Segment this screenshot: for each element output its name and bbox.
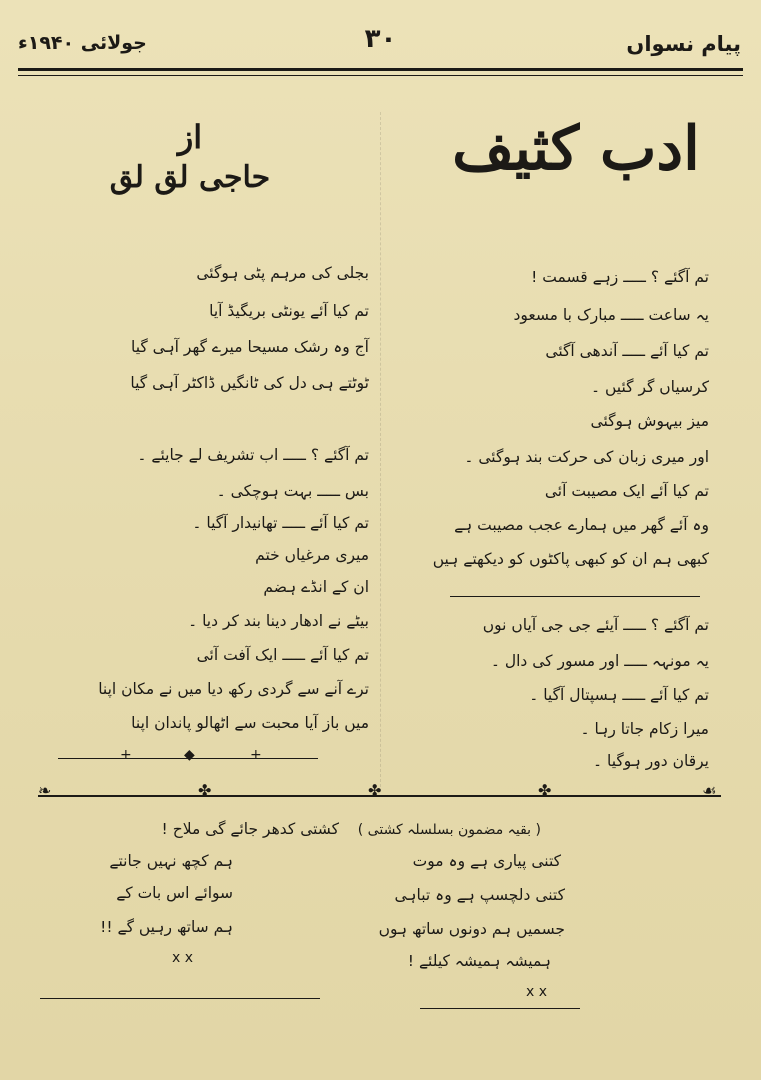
- poem-line: کبھی ہم ان کو کبھی پاکٹوں کو دیکھتے ہیں: [432, 550, 709, 568]
- poem-line: اور میری زبان کی حرکت بند ہوگئی ۔: [464, 448, 709, 466]
- end-marks: x x: [526, 984, 548, 1000]
- flourish-ornament-icon: ✤: [198, 781, 212, 800]
- poem-line: تم کیا آئے ـــــ ایک آفت آئی: [196, 646, 369, 664]
- scroll-ornament-icon: ❧: [38, 781, 52, 800]
- poem-line: میرا زکام جاتا رہا ۔: [580, 720, 709, 738]
- end-rule: [40, 998, 320, 999]
- column-divider: [380, 112, 381, 792]
- poem-line: بیٹے نے ادھار دینا بند کر دیا ۔: [188, 612, 369, 630]
- poem-line: تم کیا آئے ـــــ آندھی آگئی: [545, 342, 709, 360]
- magazine-name: پیام نسواں: [626, 32, 741, 56]
- verse-line: ٹوٹتے ہی دل کی ٹانگیں ڈاکٹر آہی گیا: [130, 374, 369, 392]
- page-header: [14, 20, 747, 66]
- title-block: [431, 114, 721, 184]
- poem-line: یرقان دور ہوگیا ۔: [593, 752, 709, 770]
- diamond-ornament-icon: ◆: [184, 747, 195, 763]
- poem-line: ان کے انڈے ہضم: [263, 578, 369, 596]
- plus-ornament-icon: +: [250, 747, 262, 763]
- poem-line: یہ ساعت ـــــ مبارک با مسعود: [513, 306, 709, 324]
- poem-line: ترے آنے سے گردی رکھ دیا میں نے مکان اپنا: [98, 680, 369, 698]
- poem-line: میں باز آیا محبت سے اٹھالو پاندان اپنا: [131, 714, 369, 732]
- poem-line: وہ آئے گھر میں ہمارے عجب مصیبت ہے: [454, 516, 709, 534]
- poem-line: یہ مونہہ ـــــ اور مسور کی دال ۔: [490, 652, 709, 670]
- poem-line: میری مرغیاں ختم: [255, 546, 369, 564]
- poem-line: ہم کچھ نہیں جانتے: [109, 852, 233, 870]
- poem-line: ہمیشہ ہمیشہ کیلئے !: [407, 952, 551, 970]
- decorative-divider-small: [58, 747, 318, 766]
- article-title: ادب کثیف: [452, 114, 700, 184]
- issue-date: جولائی ۱۹۴۰ء: [18, 32, 147, 54]
- poem-line: تم آگئے ؟ ـــــ آیئے جی جی آیاں نوں: [482, 616, 709, 634]
- page-number: ۳۰: [364, 24, 397, 54]
- poem-line: تم کیا آئے ـــــ تھانیدار آگیا ۔: [192, 514, 369, 532]
- poem-line: جسمیں ہم دونوں ساتھ ہوں: [378, 920, 565, 938]
- poem-line: کتنی دلچسپ ہے وہ تباہی: [394, 886, 565, 904]
- poem-line: تم کیا آئے ـــــ ہسپتال آگیا ۔: [529, 686, 709, 704]
- flourish-ornament-icon: ✤: [538, 781, 552, 800]
- poem-line: کتنی پیاری ہے وہ موت: [412, 852, 561, 870]
- poem-line: ہم ساتھ رہیں گے !!: [100, 918, 233, 936]
- flourish-ornament-icon: ✤: [368, 781, 382, 800]
- verse-line: بجلی کی مرہم پٹی ہوگئی: [196, 264, 369, 282]
- poem-line: کشتی کدھر جائے گی ملاح !: [161, 820, 339, 838]
- byline-prefix: از: [177, 118, 203, 156]
- end-marks: x x: [172, 950, 194, 966]
- author-name: حاجی لق لق: [109, 160, 271, 195]
- byline-block: [40, 118, 340, 195]
- plus-ornament-icon: +: [120, 747, 132, 763]
- poem-line: کرسیاں گر گئیں ۔: [590, 378, 709, 396]
- poem-line: تم آگئے ؟ ـــــ اب تشریف لے جایئے ۔: [137, 446, 369, 464]
- scroll-ornament-icon: ☙: [702, 781, 717, 800]
- ornamental-divider: [38, 781, 721, 805]
- poem-line: تم آگئے ؟ ـــــ زہے قسمت !: [531, 268, 709, 286]
- stanza-separator: [450, 596, 700, 597]
- poem-line: سوائے اس بات کے: [116, 884, 233, 902]
- header-rule-thin: [18, 75, 743, 76]
- verse-line: آج وہ رشک مسیحا میرے گھر آہی گیا: [130, 338, 369, 356]
- end-rule: [420, 1008, 580, 1009]
- verse-line: تم کیا آئے یونٹی بریگیڈ آیا: [209, 302, 369, 320]
- poem-line: میز بیہوش ہوگئی: [590, 412, 709, 430]
- poem-line: تم کیا آئے ایک مصیبت آئی: [544, 482, 709, 500]
- continuation-note: ( بقیہ مضمون بسلسلہ کشتی ): [357, 822, 541, 838]
- poem-line: بس ـــــ بہت ہوچکی ۔: [216, 482, 369, 500]
- header-rule-thick: [18, 68, 743, 71]
